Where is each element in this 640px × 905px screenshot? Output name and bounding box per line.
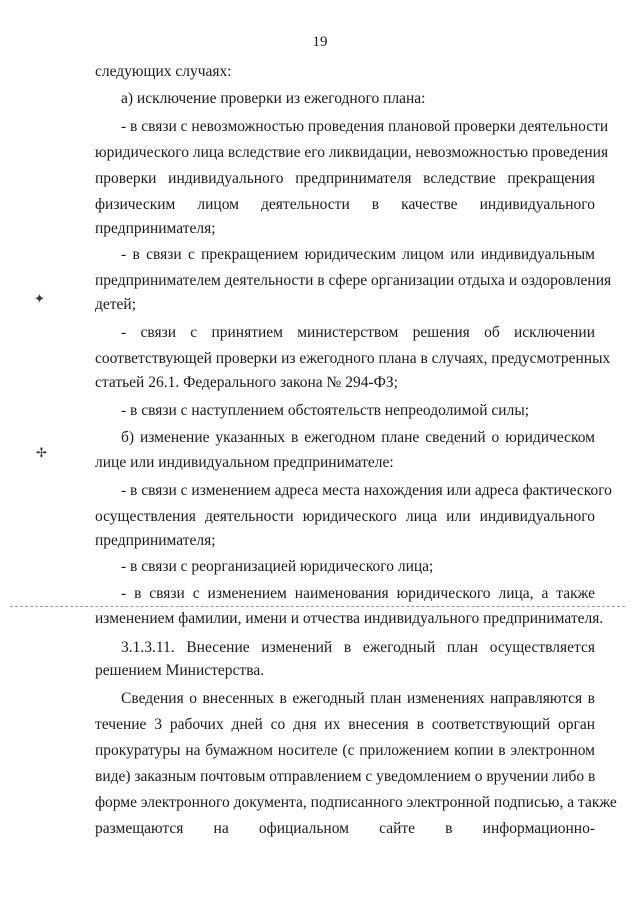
text-line: физическим лицом деятельности в качестве индивидуального <box>95 196 595 213</box>
text-line: детей; <box>95 296 137 313</box>
text-line: проверки индивидуального предпринимателя вследствие прекращения <box>95 170 595 187</box>
text-line: б) изменение указанных в ежегодном плане сведений о юридическом <box>121 429 595 446</box>
text-line: решением Министерства. <box>95 662 265 679</box>
page-number: 19 <box>312 34 328 50</box>
text-line: юридического лица вследствие его ликвидации, невозможностью проведения <box>95 144 609 161</box>
text-line: - в связи с прекращением юридическим лицом или индивидуальным <box>121 246 595 263</box>
text-line: следующих случаях: <box>95 63 232 80</box>
scan-speck-mark: ✢ <box>36 445 47 460</box>
text-line: размещаются на официальном сайте в информационно- <box>95 820 595 837</box>
text-line: а) исключение проверки из ежегодного плана: <box>121 90 426 107</box>
scan-speck-mark: ✦ <box>34 291 45 306</box>
text-line: лице или индивидуальном предпринимателе: <box>95 454 394 471</box>
text-line: - связи с принятием министерством решения об исключении <box>121 324 595 341</box>
text-line: осуществления деятельности юридического лица или индивидуального <box>95 508 595 525</box>
text-line: - в связи с наступлением обстоятельств непреодолимой силы; <box>121 402 530 419</box>
text-line: виде) заказным почтовым отправлением с уведомлением о вручении либо в <box>95 768 596 785</box>
text-line: предпринимателем деятельности в сфере организации отдыха и оздоровления <box>95 272 612 289</box>
text-line: - в связи с изменением адреса места нахождения или адреса фактического <box>121 482 612 499</box>
text-line: - в связи с невозможностью проведения плановой проверки деятельности <box>121 118 609 135</box>
text-line: 3.1.3.11. Внесение изменений в ежегодный план осуществляется <box>121 639 595 656</box>
text-line: Сведения о внесенных в ежегодный план изменениях направляются в <box>121 690 595 707</box>
text-line: течение 3 рабочих дней со дня их внесения в соответствующий орган <box>95 716 595 733</box>
text-line: форме электронного документа, подписанного электронной подписью, а также <box>95 794 617 811</box>
text-line: прокуратуры на бумажном носителе (с приложением копии в электронном <box>95 742 595 759</box>
text-line: предпринимателя; <box>95 220 216 237</box>
text-line: статьей 26.1. Федерального закона № 294-ФЗ; <box>95 374 398 391</box>
text-line: - в связи с изменением наименования юридического лица, а также <box>121 585 595 602</box>
text-line: - в связи с реорганизацией юридического лица; <box>121 558 434 575</box>
text-line: изменением фамилии, имени и отчества индивидуального предпринимателя. <box>95 610 604 627</box>
text-line: соответствующей проверки из ежегодного плана в случаях, предусмотренных <box>95 350 611 367</box>
scan-fold-line <box>10 606 625 607</box>
text-line: предпринимателя; <box>95 532 216 549</box>
